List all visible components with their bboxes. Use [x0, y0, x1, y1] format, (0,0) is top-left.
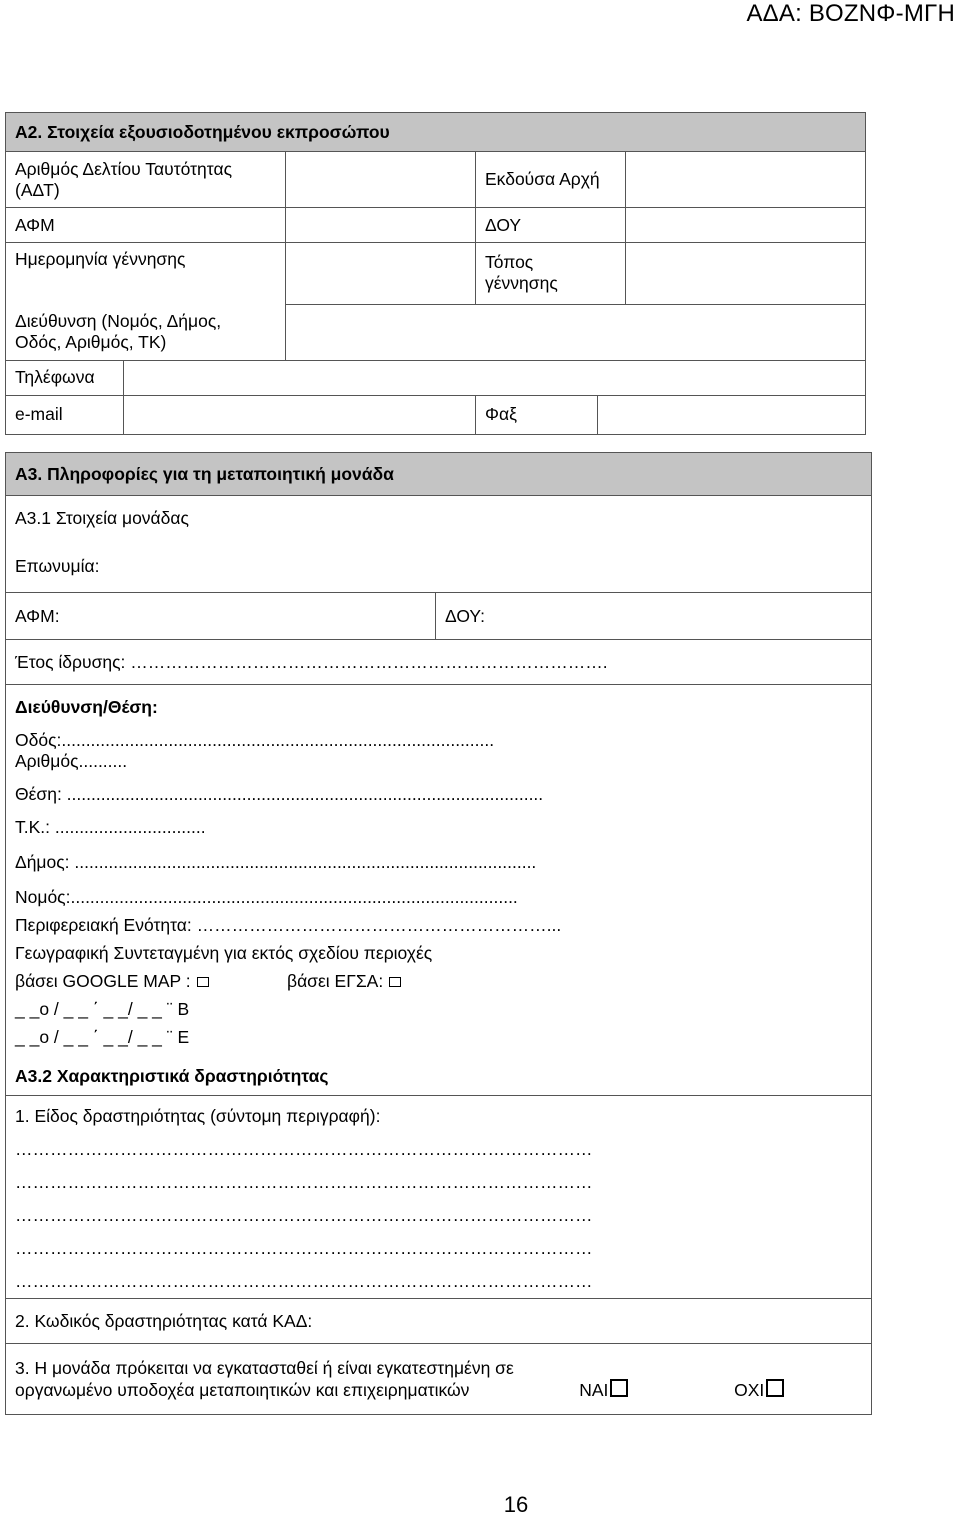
- google-map-checkbox[interactable]: [197, 977, 209, 987]
- street-field[interactable]: Οδός:.........................................................................................: [15, 730, 495, 750]
- postal-code-field[interactable]: Τ.Κ.: ...............................: [15, 817, 206, 837]
- unit-afm-field[interactable]: ΑΦΜ:: [6, 593, 436, 640]
- fax-label: Φαξ: [476, 395, 598, 434]
- dotted-line-4: ………………………………………………………………………………………: [15, 1238, 593, 1258]
- phones-field[interactable]: [124, 360, 866, 395]
- doy-label: ΔΟΥ: [476, 208, 626, 243]
- municipality-field[interactable]: Δήμος: ...............................................................................................: [15, 852, 537, 872]
- question-line-2: οργανωμένο υποδοχέα μεταποιητικών και επιχειρηματικών ΝΑΙ ΟΧΙ: [15, 1379, 862, 1401]
- yes-label: ΝΑΙ: [579, 1379, 609, 1400]
- page-number: 16: [503, 1492, 529, 1517]
- address-block: [6, 685, 872, 1096]
- address-title: Διεύθυνση/Θέση:: [15, 697, 158, 717]
- issuing-authority-label: Εκδούσα Αρχή: [476, 152, 626, 208]
- unit-info-table: [5, 452, 872, 1415]
- afm-label: ΑΦΜ: [6, 208, 286, 243]
- region-field[interactable]: Περιφερειακή Ενότητα: ……………………………………………………...: [15, 915, 562, 935]
- organized-zone-question: [6, 1344, 872, 1415]
- geo-coordinate-label: Γεωγραφική Συντεταγμένη για εκτός σχεδίου περιοχές: [15, 943, 433, 963]
- activity-description-block[interactable]: [6, 1096, 872, 1299]
- fax-field[interactable]: [598, 395, 866, 434]
- yes-checkbox[interactable]: [610, 1379, 628, 1397]
- egsa-label: βάσει ΕΓΣΑ:: [287, 971, 384, 991]
- coordinate-east-field[interactable]: _ _ο / _ _ ΄ _ _/ _ _ ¨ Ε: [15, 1027, 190, 1047]
- google-map-label: βάσει GOOGLE MAP :: [15, 971, 191, 991]
- subsection-a31-title: Α3.1 Στοιχεία μονάδας: [6, 496, 872, 541]
- afm-field[interactable]: [286, 208, 476, 243]
- coordinate-basis-row: [15, 971, 862, 992]
- address-label: Διεύθυνση (Νομός, Δήμος, Οδός, Αριθμός, ΤΚ): [6, 304, 286, 360]
- no-checkbox[interactable]: [766, 1379, 784, 1397]
- doy-field[interactable]: [626, 208, 866, 243]
- adt-field[interactable]: [286, 152, 476, 208]
- issuing-authority-field[interactable]: [626, 152, 866, 208]
- question-line-1: 3. Η μονάδα πρόκειται να εγκατασταθεί ή είναι εγκατεστημένη σε: [15, 1357, 514, 1378]
- kad-field[interactable]: 2. Κωδικός δραστηριότητας κατά ΚΑΔ:: [6, 1299, 872, 1344]
- section-a3-title: Α3. Πληροφορίες για τη μεταποιητική μονάδα: [6, 453, 872, 496]
- subsection-a32-title: Α3.2 Χαρακτηριστικά δραστηριότητας: [15, 1066, 329, 1086]
- birth-date-label: Ημερομηνία γέννησης: [6, 243, 286, 305]
- activity-label: 1. Είδος δραστηριότητας (σύντομη περιγραφή):: [15, 1106, 381, 1126]
- birth-place-field[interactable]: [626, 243, 866, 305]
- founding-year-field[interactable]: Έτος ίδρυσης: ……………………………………………………………………….: [6, 640, 872, 685]
- no-label: ΟΧΙ: [734, 1379, 765, 1400]
- email-field[interactable]: [124, 395, 476, 434]
- prefecture-field[interactable]: Νομός:............................................................................................: [15, 887, 518, 907]
- number-field[interactable]: Αριθμός..........: [15, 751, 128, 771]
- email-label: e-mail: [6, 395, 124, 434]
- representative-table: [5, 112, 866, 435]
- address-field[interactable]: [286, 304, 866, 360]
- phones-label: Τηλέφωνα: [6, 360, 124, 395]
- name-field[interactable]: Επωνυμία:: [6, 540, 872, 593]
- location-field[interactable]: Θέση: ..................................................................................................: [15, 784, 544, 804]
- section-a2-title: Α2. Στοιχεία εξουσιοδοτημένου εκπροσώπου: [6, 113, 866, 152]
- unit-doy-field[interactable]: ΔΟΥ:: [436, 593, 872, 640]
- adt-label: Αριθμός Δελτίου Ταυτότητας (ΑΔΤ): [6, 152, 286, 208]
- dotted-line-3: ………………………………………………………………………………………: [15, 1205, 593, 1225]
- egsa-checkbox[interactable]: [389, 977, 401, 987]
- dotted-line-1: ………………………………………………………………………………………: [15, 1139, 593, 1159]
- coordinate-north-field[interactable]: _ _ο / _ _ ΄ _ _/ _ _ ¨ Β: [15, 999, 190, 1019]
- dotted-line-2: ………………………………………………………………………………………: [15, 1172, 593, 1192]
- birth-date-field[interactable]: [286, 243, 476, 305]
- birth-place-label: Τόπος γέννησης: [476, 243, 626, 305]
- dotted-line-5: ………………………………………………………………………………………: [15, 1271, 593, 1291]
- document-ada-code: ΑΔΑ: ΒΟΖΝΦ-ΜΓΗ: [746, 0, 955, 27]
